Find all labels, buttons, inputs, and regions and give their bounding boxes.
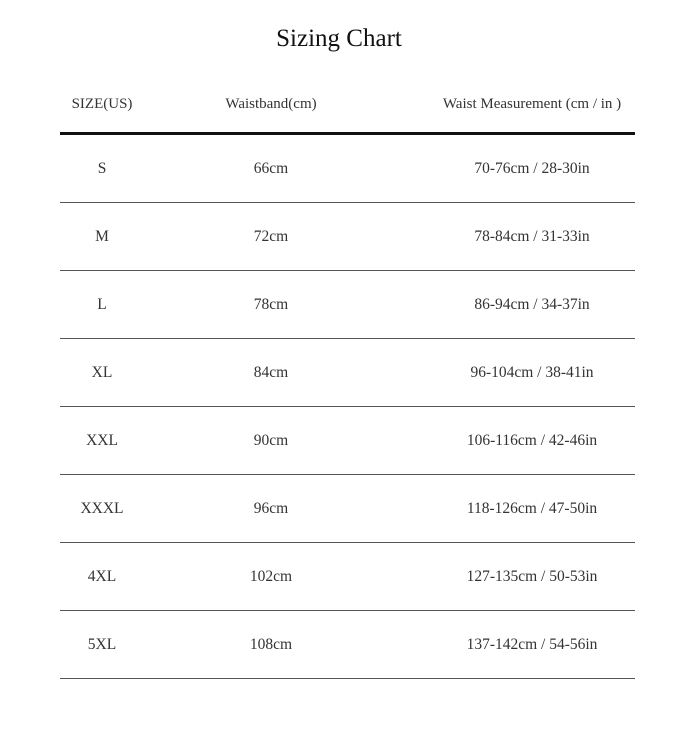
table-row: [60, 475, 635, 543]
table-row: [60, 271, 635, 339]
waist-measurement-cell: 137-142cm / 54-56in: [466, 635, 598, 653]
waistband-cell: 108cm: [249, 635, 293, 653]
size-cell: XL: [91, 363, 113, 381]
size-cell: M: [95, 227, 109, 245]
page-title: Sizing Chart: [276, 25, 402, 52]
column-header-waist-measurement: Waist Measurement (cm / in ): [442, 95, 622, 112]
table-row: [60, 339, 635, 407]
size-cell: 4XL: [87, 567, 117, 585]
size-cell: XXL: [86, 431, 118, 449]
waistband-cell: 72cm: [253, 227, 289, 245]
size-cell: L: [97, 295, 107, 313]
waist-measurement-cell: 96-104cm / 38-41in: [470, 363, 594, 381]
waistband-cell: 66cm: [253, 159, 289, 177]
waist-measurement-cell: 70-76cm / 28-30in: [474, 159, 590, 177]
waistband-cell: 78cm: [253, 295, 289, 313]
waist-measurement-cell: 127-135cm / 50-53in: [466, 567, 598, 585]
waistband-cell: 84cm: [253, 363, 289, 381]
column-header-size: SIZE(US): [71, 95, 133, 112]
table-header: [60, 82, 635, 135]
table-row: [60, 407, 635, 475]
table-row: [60, 135, 635, 203]
column-header-waistband: Waistband(cm): [225, 95, 317, 112]
waistband-cell: 90cm: [253, 431, 289, 449]
table-row: [60, 203, 635, 271]
waist-measurement-cell: 78-84cm / 31-33in: [474, 227, 590, 245]
waist-measurement-cell: 86-94cm / 34-37in: [474, 295, 590, 313]
size-cell: S: [97, 159, 107, 177]
table-row: [60, 611, 635, 679]
waistband-cell: 96cm: [253, 499, 289, 517]
sizing-table: [60, 82, 635, 679]
waistband-cell: 102cm: [249, 567, 293, 585]
table-row: [60, 543, 635, 611]
waist-measurement-cell: 118-126cm / 47-50in: [466, 499, 598, 517]
size-cell: XXXL: [80, 499, 124, 517]
waist-measurement-cell: 106-116cm / 42-46in: [466, 431, 598, 449]
size-cell: 5XL: [87, 635, 117, 653]
